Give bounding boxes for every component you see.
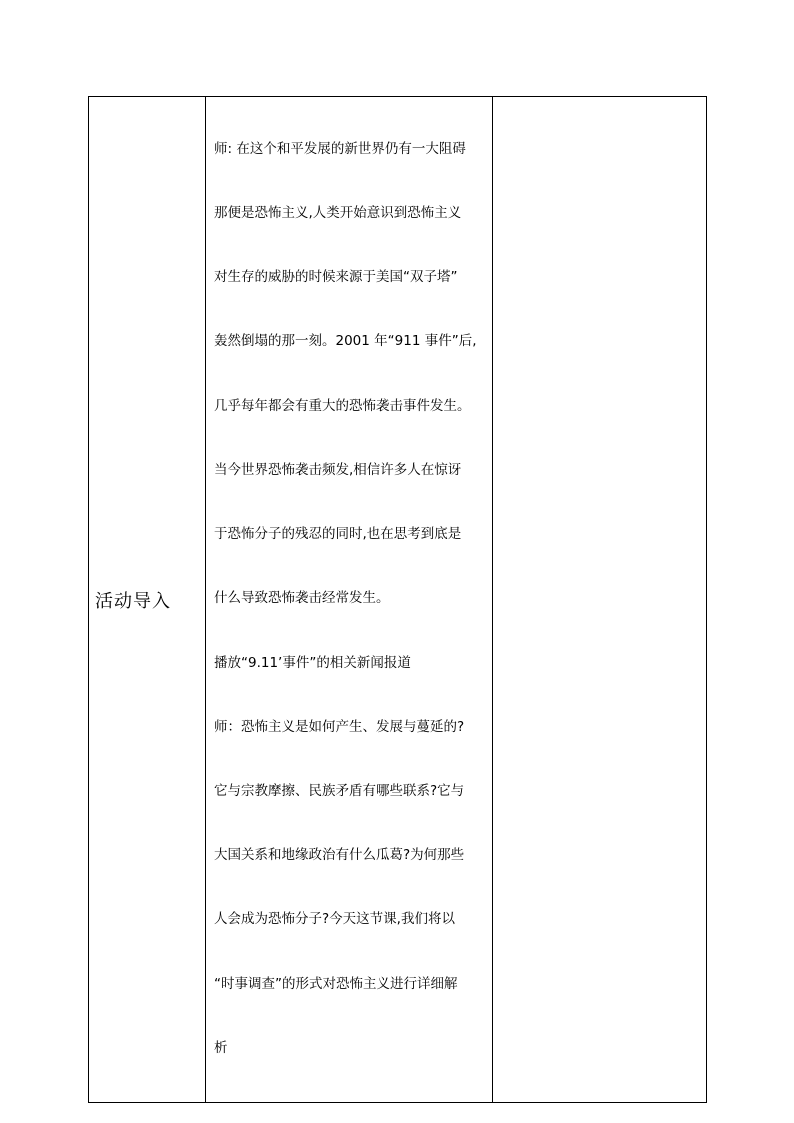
lesson-plan-table [88, 96, 707, 1103]
content-line: 几乎每年都会有重大的恐怖袭击事件发生。 [214, 397, 471, 414]
content-line: 于恐怖分子的残忍的同时,也在思考到底是 [214, 526, 462, 543]
section-label-cell [89, 97, 206, 1103]
notes-cell [493, 97, 707, 1103]
content-line: 轰然倒塌的那一刻。2001 年“911 事件”后, [214, 333, 477, 350]
content-line: 对生存的威胁的时候来源于美国“双子塔” [214, 269, 458, 286]
content-line: 析 [214, 1039, 228, 1056]
content-line: 那便是恐怖主义,人类开始意识到恐怖主义 [214, 205, 462, 222]
lesson-content-cell [206, 97, 493, 1103]
content-line: 人会成为恐怖分子?今天这节课,我们将以 [214, 911, 455, 928]
content-line: 师：恐怖主义是如何产生、发展与蔓延的? [214, 718, 465, 735]
content-line: 当今世界恐怖袭击频发,相信许多人在惊讶 [214, 461, 462, 478]
content-line: “时事调查”的形式对恐怖主义进行详细解 [214, 975, 458, 992]
content-line: 它与宗教摩擦、民族矛盾有哪些联系?它与 [214, 783, 465, 799]
content-line: 什么导致恐怖袭击经常发生。 [214, 590, 390, 607]
table-row [89, 97, 707, 1103]
content-line: 大国关系和地缘政治有什么瓜葛?为何那些 [214, 847, 465, 864]
content-line: 播放“9.11’事件”的相关新闻报道 [214, 654, 411, 671]
section-label: 活动导入 [95, 590, 171, 612]
lesson-content [214, 96, 490, 1102]
content-line: 师: 在这个和平发展的新世界仍有一大阻碍 [214, 140, 466, 157]
